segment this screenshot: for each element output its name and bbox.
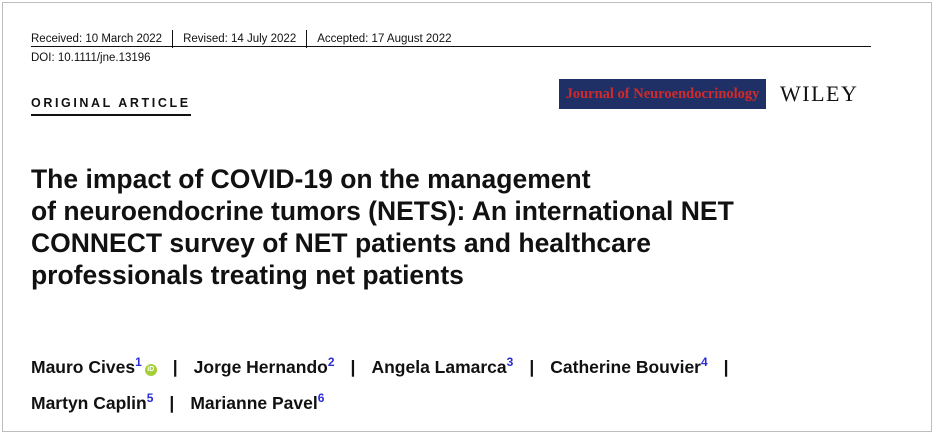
affiliation-link[interactable]: 1: [135, 355, 142, 369]
revised-date: Revised: 14 July 2022: [183, 33, 297, 45]
author[interactable]: [371, 357, 513, 377]
affiliation-link[interactable]: 6: [317, 390, 325, 405]
author-name[interactable]: Jorge Hernando: [193, 356, 328, 377]
doi[interactable]: DOI: 10.1111/jne.13196: [31, 52, 151, 64]
affiliation-link[interactable]: 2: [327, 355, 335, 369]
author-name[interactable]: Marianne Pavel: [190, 392, 318, 413]
author-name[interactable]: Angela Lamarca: [371, 356, 507, 377]
article-title: [31, 163, 791, 291]
accepted-date: Accepted: 17 August 2022: [317, 33, 452, 45]
author-separator: |: [169, 392, 175, 413]
author-name[interactable]: Catherine Bouvier: [550, 356, 701, 377]
affiliation-link[interactable]: 4: [700, 355, 708, 369]
article-type-label: ORIGINAL ARTICLE: [31, 96, 191, 116]
author-name[interactable]: Martyn Caplin: [31, 392, 147, 413]
author[interactable]: [550, 357, 707, 377]
orcid-icon[interactable]: iD: [145, 364, 157, 376]
affiliation-link[interactable]: 3: [506, 355, 514, 369]
author-separator: |: [350, 356, 356, 377]
author-separator: |: [723, 356, 729, 377]
title-line: CONNECT survey of NET patients and healthcare: [31, 228, 651, 258]
journal-name: Journal of Neuroendocrinology: [565, 85, 760, 102]
journal-logo: [559, 79, 766, 109]
author-list: [31, 347, 891, 419]
author-separator: |: [172, 356, 178, 377]
author-name[interactable]: Mauro Cives: [31, 356, 136, 377]
author[interactable]: [194, 357, 335, 377]
title-line: professionals treating net patients: [31, 260, 464, 290]
author-separator: |: [529, 356, 535, 377]
author[interactable]: [190, 390, 325, 413]
header-rule: [31, 46, 871, 47]
publisher-logo: WILEY: [780, 81, 859, 106]
received-date: Received: 10 March 2022: [31, 33, 163, 45]
title-line: of neuroendocrine tumors (NETS): An international NET: [31, 196, 734, 226]
title-line: The impact of COVID-19 on the management: [31, 164, 591, 194]
affiliation-link[interactable]: 5: [146, 390, 154, 405]
author[interactable]: [31, 390, 154, 413]
author[interactable]: [31, 357, 157, 377]
